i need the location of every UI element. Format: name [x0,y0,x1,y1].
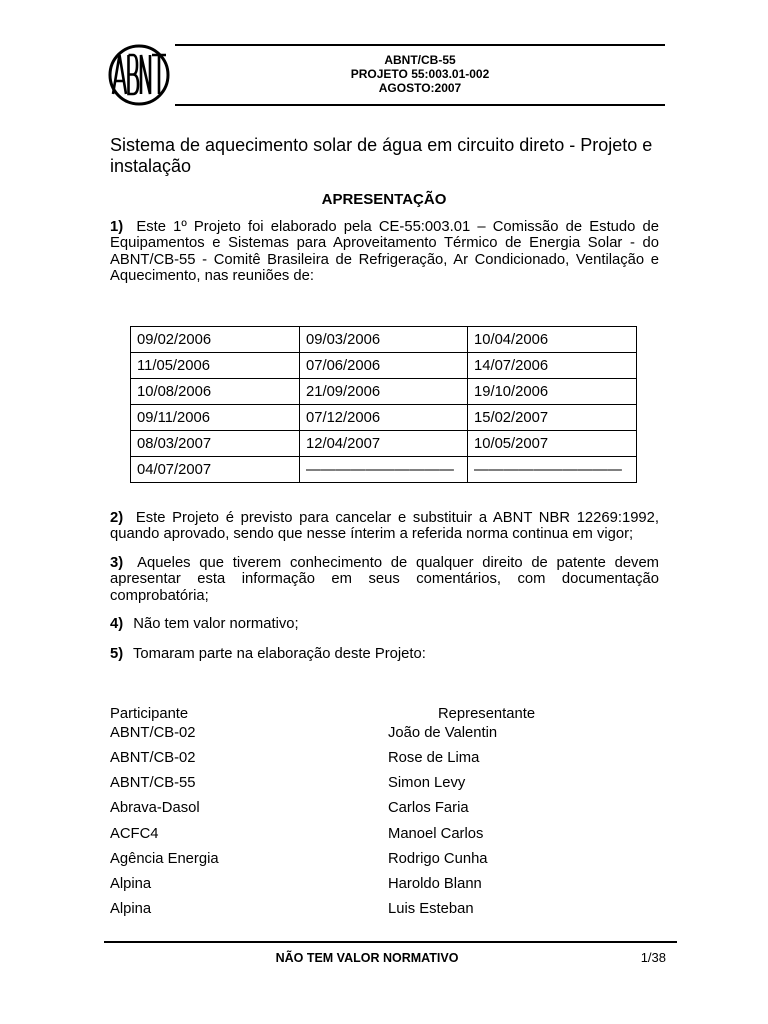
meeting-date-cell: 11/05/2006 [131,353,300,379]
logo-letter-n [141,55,150,94]
representative-column-header: Representante [438,706,536,722]
item-text: Este 1º Projeto foi elaborado pela CE-55:003.01 – Comissão de Estudo de Equipamentos e Sistemas para Aproveitamento Térmico de Energia Solar - do ABNT/CB-55 - Comitê Brasileira de Refrigeração, Ar Condicionado, Ventilação e Aquecimento, nas reuniões de: [110,219,659,285]
header-date: AGOSTO:2007 [378,81,462,95]
item-text: Não tem valor normativo; [133,616,299,632]
meetings-row [131,457,637,483]
meeting-date-cell: 12/04/2007 [300,431,468,457]
footer-notice: NÃO TEM VALOR NORMATIVO [275,951,459,965]
participant-name: Abrava-Dasol [110,800,200,817]
participant-name: Alpina [110,900,152,917]
participant-row [110,826,668,851]
item-number: 1) [110,219,124,235]
header-committee: ABNT/CB-55 [384,53,456,67]
participant-row [110,901,668,926]
meetings-row [131,379,637,405]
representative-name: Rose de Lima [388,750,480,767]
section-heading: APRESENTAÇÃO [321,191,447,208]
participant-row [110,800,668,825]
meetings-row [131,353,637,379]
meeting-date-cell: 09/11/2006 [131,405,300,431]
participant-row [110,876,668,901]
meeting-date-cell: 07/06/2006 [300,353,468,379]
representative-name: Rodrigo Cunha [388,850,488,867]
document-title: Sistema de aquecimento solar de água em circuito direto - Projeto e instalação [110,135,653,176]
meetings-row [131,405,637,431]
item-2 [110,510,659,543]
item-number: 2) [110,510,124,526]
header-info [175,53,665,95]
meeting-date-cell: 10/08/2006 [131,379,300,405]
meeting-date-cell: 10/04/2006 [468,327,637,353]
meeting-date-cell: 07/12/2006 [300,405,468,431]
meeting-placeholder-cell: —————————— [468,457,637,483]
meeting-date-cell: 10/05/2007 [468,431,637,457]
meeting-date-cell: 21/09/2006 [300,379,468,405]
header-bottom-rule [175,104,665,106]
meetings-row [131,431,637,457]
meeting-date-cell: 15/02/2007 [468,405,637,431]
item-text: Aqueles que tiverem conhecimento de qualquer direito de patente devem apresentar esta informação em seus comentários, com documentação comprobatória; [110,555,660,604]
item-5 [110,646,659,662]
participant-column-header: Participante [110,706,189,722]
representative-name: Carlos Faria [388,800,469,817]
participant-name: Agência Energia [110,850,219,867]
abnt-logo [104,41,174,109]
participant-name: ABNT/CB-55 [110,775,196,792]
participant-name: ACFC4 [110,825,159,842]
page-number: 1/38 [640,950,666,965]
participants-header [110,706,668,722]
meeting-date-cell: 08/03/2007 [131,431,300,457]
meeting-date-cell: 19/10/2006 [468,379,637,405]
item-number: 3) [110,555,124,571]
participant-row [110,775,668,800]
participant-name: Alpina [110,875,152,892]
meeting-date-cell: 09/02/2006 [131,327,300,353]
item-text: Este Projeto é previsto para cancelar e substituir a ABNT NBR 12269:1992, quando aprovado, sendo que nesse ínterim a referida norma continua em vigor; [110,510,659,543]
meetings-table [130,326,637,483]
participant-row [110,750,668,775]
meeting-placeholder-cell: —————————— [300,457,468,483]
item-4 [110,616,659,632]
participants-list [110,725,668,926]
item-3 [110,555,659,604]
header-project-code: PROJETO 55:003.01-002 [350,67,490,81]
participant-name: ABNT/CB-02 [110,750,196,767]
item-text: Tomaram parte na elaboração deste Projeto: [133,646,426,662]
representative-name: Luis Esteban [388,900,474,917]
representative-name: Manoel Carlos [388,825,484,842]
logo-letter-b [129,55,139,94]
participant-name: ABNT/CB-02 [110,725,196,741]
meeting-date-cell: 14/07/2006 [468,353,637,379]
footer-rule [104,941,677,943]
meetings-row [131,327,637,353]
participant-row [110,851,668,876]
representative-name: Simon Levy [388,775,466,792]
item-number: 4) [110,616,124,632]
item-1 [110,219,659,285]
participant-row [110,725,668,750]
representative-name: Haroldo Blann [388,875,482,892]
meeting-date-cell: 09/03/2006 [300,327,468,353]
meeting-date-cell: 04/07/2007 [131,457,300,483]
representative-name: João de Valentin [388,725,498,741]
header-top-rule [175,44,665,46]
item-number: 5) [110,646,124,662]
